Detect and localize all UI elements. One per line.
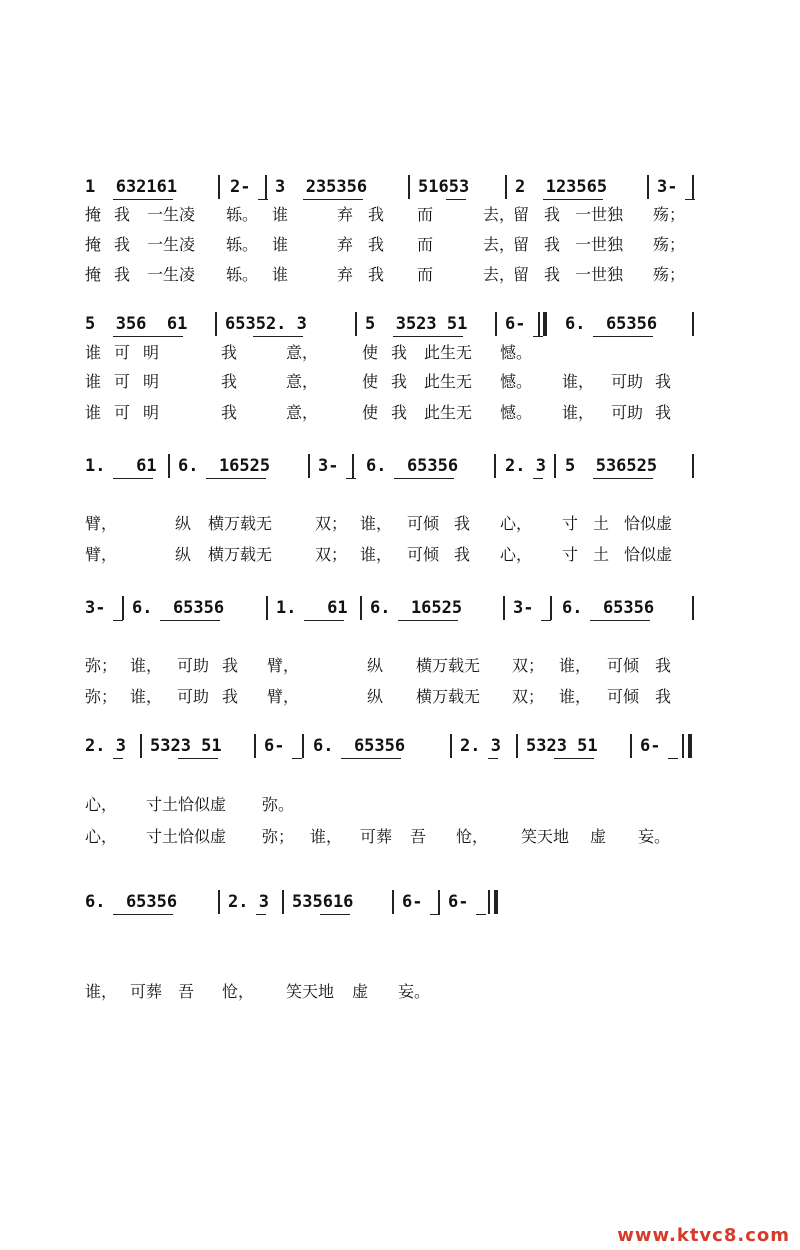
beam-underline <box>685 199 695 200</box>
lyric-word: 掩 <box>85 235 102 254</box>
beam-underline <box>113 199 173 200</box>
lyric-word: 使 <box>362 343 379 362</box>
lyric-word: 我 <box>454 514 471 533</box>
lyric-word: 横万载无 <box>208 545 273 564</box>
lyric-word: 寸 <box>562 514 579 533</box>
barline <box>302 734 304 758</box>
lyric-word: 谁 <box>85 372 102 391</box>
notation-row <box>0 890 800 914</box>
lyric-word: 可葬 <box>130 982 163 1001</box>
lyric-word: 寸土恰似虚 <box>146 827 227 846</box>
lyric-word: 笑天地 <box>286 982 335 1001</box>
lyric-word: 憾。 <box>500 403 533 422</box>
site-watermark: www.ktvc8.com <box>617 1225 790 1246</box>
lyric-word: 谁， <box>130 656 163 675</box>
lyric-word: 我 <box>368 265 385 284</box>
lyric-word: 我 <box>114 205 131 224</box>
lyric-word: 可助 <box>177 656 210 675</box>
barline <box>392 890 394 914</box>
barline <box>688 734 692 758</box>
lyric-word: 殇； <box>653 265 686 284</box>
beam-underline <box>668 758 678 759</box>
beam-underline <box>554 758 594 759</box>
lyric-word: 轹。 <box>226 235 259 254</box>
beam-underline <box>256 914 266 915</box>
lyric-word: 可葬 <box>360 827 393 846</box>
lyric-word: 可 <box>114 372 131 391</box>
lyric-word: 谁， <box>130 687 163 706</box>
barline <box>550 596 552 620</box>
lyric-line <box>0 980 800 1004</box>
barline <box>554 454 556 478</box>
lyric-word: 谁， <box>559 687 592 706</box>
lyric-word: 谁 <box>272 265 289 284</box>
lyric-word: 心， <box>85 827 118 846</box>
lyric-word: 弃 <box>337 205 354 224</box>
measure-notes: 6. 65356 <box>565 314 658 334</box>
lyric-line <box>0 203 800 227</box>
lyric-word: 此生无 <box>424 372 473 391</box>
beam-underline <box>292 758 302 759</box>
lyric-word: 土 <box>593 545 610 564</box>
barline <box>218 175 220 199</box>
beam-underline <box>206 478 266 479</box>
measure-notes: 2. 3 <box>505 456 546 476</box>
barline <box>505 175 507 199</box>
lyric-word: 一世独 <box>575 235 624 254</box>
beam-underline <box>393 336 463 337</box>
measure-notes: 2 123565 <box>515 177 608 197</box>
lyric-line <box>0 654 800 678</box>
lyric-word: 心， <box>500 545 533 564</box>
beam-underline <box>543 199 603 200</box>
lyric-word: 我 <box>655 687 672 706</box>
measure-notes: 6. 65356 <box>562 598 655 618</box>
lyric-word: 一生凌 <box>147 265 196 284</box>
lyric-word: 明 <box>143 372 160 391</box>
barline <box>438 890 440 914</box>
lyric-word: 恰似虚 <box>624 514 673 533</box>
lyric-word: 掩 <box>85 205 102 224</box>
barline <box>692 454 694 478</box>
barline <box>308 454 310 478</box>
measure-notes: 2. 3 <box>85 736 126 756</box>
lyric-line <box>0 793 800 817</box>
beam-underline <box>253 336 303 337</box>
measure-notes: 5 536525 <box>565 456 658 476</box>
barline <box>215 312 217 336</box>
notation-row <box>0 734 800 758</box>
lyric-word: 我 <box>368 235 385 254</box>
lyric-word: 我 <box>114 265 131 284</box>
lyric-word: 谁， <box>559 656 592 675</box>
lyric-word: 我 <box>222 687 239 706</box>
lyric-word: 妄。 <box>638 827 671 846</box>
lyric-word: 双； <box>315 545 348 564</box>
lyric-word: 弃 <box>337 265 354 284</box>
measure-notes: 1 632161 <box>85 177 178 197</box>
beam-underline <box>446 199 466 200</box>
lyric-word: 使 <box>362 372 379 391</box>
lyric-word: 留 <box>513 205 530 224</box>
lyric-word: 吾 <box>410 827 427 846</box>
lyric-line <box>0 370 800 394</box>
lyric-word: 笑天地 <box>521 827 570 846</box>
lyric-word: 我 <box>544 205 561 224</box>
measure-notes: 6. 65356 <box>132 598 225 618</box>
lyric-word: 我 <box>655 372 672 391</box>
barline <box>352 454 354 478</box>
measure-notes: 2. 3 <box>228 892 269 912</box>
beam-underline <box>113 620 123 621</box>
beam-underline <box>113 914 173 915</box>
lyric-word: 留 <box>513 265 530 284</box>
measure-notes: 5323 51 <box>526 736 598 756</box>
beam-underline <box>533 336 543 337</box>
barline <box>647 175 649 199</box>
barline <box>494 454 496 478</box>
barline <box>682 734 684 758</box>
measure-notes: 65352. 3 <box>225 314 307 334</box>
notation-row <box>0 312 800 336</box>
lyric-word: 留 <box>513 235 530 254</box>
measure-notes: 6. 65356 <box>85 892 178 912</box>
lyric-word: 我 <box>391 372 408 391</box>
barline <box>282 890 284 914</box>
measure-notes: 5 3523 51 <box>365 314 468 334</box>
measure-notes: 3- <box>513 598 534 618</box>
notation-row <box>0 454 800 478</box>
barline <box>494 890 498 914</box>
lyric-word: 去， <box>483 265 516 284</box>
lyric-word: 寸 <box>562 545 579 564</box>
lyric-word: 一世独 <box>575 265 624 284</box>
lyric-word: 我 <box>391 403 408 422</box>
barline <box>265 175 267 199</box>
barline <box>692 312 694 336</box>
lyric-word: 可倾 <box>407 545 440 564</box>
lyric-word: 双； <box>512 687 545 706</box>
measure-notes: 6- <box>402 892 423 912</box>
lyric-line <box>0 825 800 849</box>
lyric-word: 我 <box>222 656 239 675</box>
lyric-line <box>0 341 800 365</box>
lyric-word: 弥； <box>85 687 118 706</box>
measure-notes: 2- <box>230 177 251 197</box>
barline <box>538 312 540 336</box>
lyric-word: 殇； <box>653 205 686 224</box>
measure-notes: 3- <box>85 598 106 618</box>
lyric-word: 双； <box>315 514 348 533</box>
lyric-word: 我 <box>454 545 471 564</box>
lyric-word: 憾。 <box>500 343 533 362</box>
lyric-word: 此生无 <box>424 343 473 362</box>
barline <box>168 454 170 478</box>
beam-underline <box>258 199 268 200</box>
lyric-word: 谁， <box>562 372 595 391</box>
beam-underline <box>113 758 123 759</box>
beam-underline <box>394 478 454 479</box>
lyric-word: 弥； <box>85 656 118 675</box>
lyric-word: 而 <box>417 235 434 254</box>
lyric-line <box>0 685 800 709</box>
beam-underline <box>303 199 363 200</box>
barline <box>488 890 490 914</box>
measure-notes: 51653 <box>418 177 470 197</box>
lyric-word: 吾 <box>178 982 195 1001</box>
lyric-word: 可倾 <box>607 687 640 706</box>
lyric-word: 可助 <box>611 372 644 391</box>
lyric-word: 谁， <box>360 514 393 533</box>
lyric-word: 我 <box>221 372 238 391</box>
lyric-word: 一生凌 <box>147 235 196 254</box>
lyric-word: 心， <box>85 795 118 814</box>
lyric-word: 臂， <box>267 656 300 675</box>
lyric-word: 谁， <box>360 545 393 564</box>
lyric-word: 虚 <box>352 982 369 1001</box>
beam-underline <box>533 478 543 479</box>
beam-underline <box>160 620 220 621</box>
measure-notes: 3- <box>318 456 339 476</box>
lyric-word: 臂， <box>85 545 118 564</box>
measure-notes: 5323 51 <box>150 736 222 756</box>
lyric-word: 我 <box>655 403 672 422</box>
lyric-word: 一生凌 <box>147 205 196 224</box>
measure-notes: 3 235356 <box>275 177 368 197</box>
lyric-word: 我 <box>544 235 561 254</box>
lyric-word: 弥； <box>262 827 295 846</box>
lyric-line <box>0 233 800 257</box>
barline <box>266 596 268 620</box>
lyric-word: 可倾 <box>407 514 440 533</box>
lyric-word: 而 <box>417 265 434 284</box>
lyric-word: 心， <box>500 514 533 533</box>
barline <box>543 312 547 336</box>
barline <box>516 734 518 758</box>
measure-notes: 1. 61 <box>85 456 157 476</box>
lyric-word: 谁 <box>85 403 102 422</box>
measure-notes: 6. 65356 <box>366 456 459 476</box>
lyric-word: 去， <box>483 205 516 224</box>
lyric-word: 纵 <box>175 514 192 533</box>
lyric-word: 臂， <box>267 687 300 706</box>
lyric-word: 我 <box>221 343 238 362</box>
lyric-word: 寸土恰似虚 <box>146 795 227 814</box>
beam-underline <box>113 478 153 479</box>
lyric-word: 土 <box>593 514 610 533</box>
lyric-word: 而 <box>417 205 434 224</box>
lyric-word: 明 <box>143 403 160 422</box>
beam-underline <box>346 478 356 479</box>
measure-notes: 6. 16525 <box>370 598 463 618</box>
lyric-word: 轹。 <box>226 265 259 284</box>
lyric-word: 臂， <box>85 514 118 533</box>
beam-underline <box>541 620 551 621</box>
lyric-word: 纵 <box>367 687 384 706</box>
lyric-word: 我 <box>391 343 408 362</box>
lyric-word: 殇； <box>653 235 686 254</box>
beam-underline <box>113 336 183 337</box>
lyric-word: 怆， <box>456 827 489 846</box>
lyric-word: 弥。 <box>262 795 295 814</box>
barline <box>503 596 505 620</box>
lyric-word: 我 <box>655 656 672 675</box>
measure-notes: 6- <box>505 314 526 334</box>
lyric-word: 可助 <box>177 687 210 706</box>
barline <box>218 890 220 914</box>
beam-underline <box>430 914 440 915</box>
lyric-word: 意， <box>286 403 319 422</box>
measure-notes: 6. 16525 <box>178 456 271 476</box>
beam-underline <box>341 758 401 759</box>
lyric-word: 掩 <box>85 265 102 284</box>
barline <box>122 596 124 620</box>
lyric-word: 虚 <box>590 827 607 846</box>
lyric-word: 可倾 <box>607 656 640 675</box>
measure-notes: 535616 <box>292 892 354 912</box>
measure-notes: 1. 61 <box>276 598 348 618</box>
lyric-word: 明 <box>143 343 160 362</box>
measure-notes: 2. 3 <box>460 736 501 756</box>
lyric-word: 去， <box>483 235 516 254</box>
lyric-word: 意， <box>286 343 319 362</box>
barline <box>140 734 142 758</box>
lyric-word: 谁 <box>272 205 289 224</box>
lyric-word: 谁， <box>85 982 118 1001</box>
lyric-word: 可助 <box>611 403 644 422</box>
lyric-word: 谁 <box>272 235 289 254</box>
measure-notes: 6- <box>640 736 661 756</box>
lyric-word: 纵 <box>175 545 192 564</box>
lyric-word: 纵 <box>367 656 384 675</box>
beam-underline <box>178 758 218 759</box>
barline <box>360 596 362 620</box>
beam-underline <box>320 914 350 915</box>
lyric-word: 此生无 <box>424 403 473 422</box>
lyric-word: 憾。 <box>500 372 533 391</box>
measure-notes: 6. 65356 <box>313 736 406 756</box>
barline <box>254 734 256 758</box>
lyric-word: 意， <box>286 372 319 391</box>
notation-row <box>0 596 800 620</box>
lyric-line <box>0 543 800 567</box>
lyric-word: 我 <box>368 205 385 224</box>
barline <box>692 175 694 199</box>
lyric-word: 我 <box>221 403 238 422</box>
lyric-word: 轹。 <box>226 205 259 224</box>
barline <box>630 734 632 758</box>
lyric-word: 横万载无 <box>416 656 481 675</box>
beam-underline <box>304 620 344 621</box>
lyric-word: 横万载无 <box>208 514 273 533</box>
lyric-line <box>0 263 800 287</box>
lyric-word: 恰似虚 <box>624 545 673 564</box>
notation-row <box>0 175 800 199</box>
beam-underline <box>593 336 653 337</box>
lyric-word: 谁 <box>85 343 102 362</box>
lyric-word: 妄。 <box>398 982 431 1001</box>
beam-underline <box>488 758 498 759</box>
barline <box>408 175 410 199</box>
beam-underline <box>593 478 653 479</box>
barline <box>450 734 452 758</box>
lyric-word: 使 <box>362 403 379 422</box>
lyric-word: 弃 <box>337 235 354 254</box>
lyric-word: 我 <box>544 265 561 284</box>
beam-underline <box>590 620 650 621</box>
measure-notes: 5 356 61 <box>85 314 188 334</box>
measure-notes: 3- <box>657 177 678 197</box>
lyric-word: 横万载无 <box>416 687 481 706</box>
lyric-word: 怆， <box>222 982 255 1001</box>
lyric-word: 可 <box>114 403 131 422</box>
measure-notes: 6- <box>448 892 469 912</box>
lyric-line <box>0 512 800 536</box>
lyric-line <box>0 401 800 425</box>
lyric-word: 谁， <box>310 827 343 846</box>
beam-underline <box>476 914 486 915</box>
barline <box>495 312 497 336</box>
lyric-word: 双； <box>512 656 545 675</box>
beam-underline <box>398 620 458 621</box>
measure-notes: 6- <box>264 736 285 756</box>
lyric-word: 谁， <box>562 403 595 422</box>
barline <box>692 596 694 620</box>
barline <box>355 312 357 336</box>
lyric-word: 我 <box>114 235 131 254</box>
lyric-word: 可 <box>114 343 131 362</box>
lyric-word: 一世独 <box>575 205 624 224</box>
lyric-line <box>0 948 800 972</box>
